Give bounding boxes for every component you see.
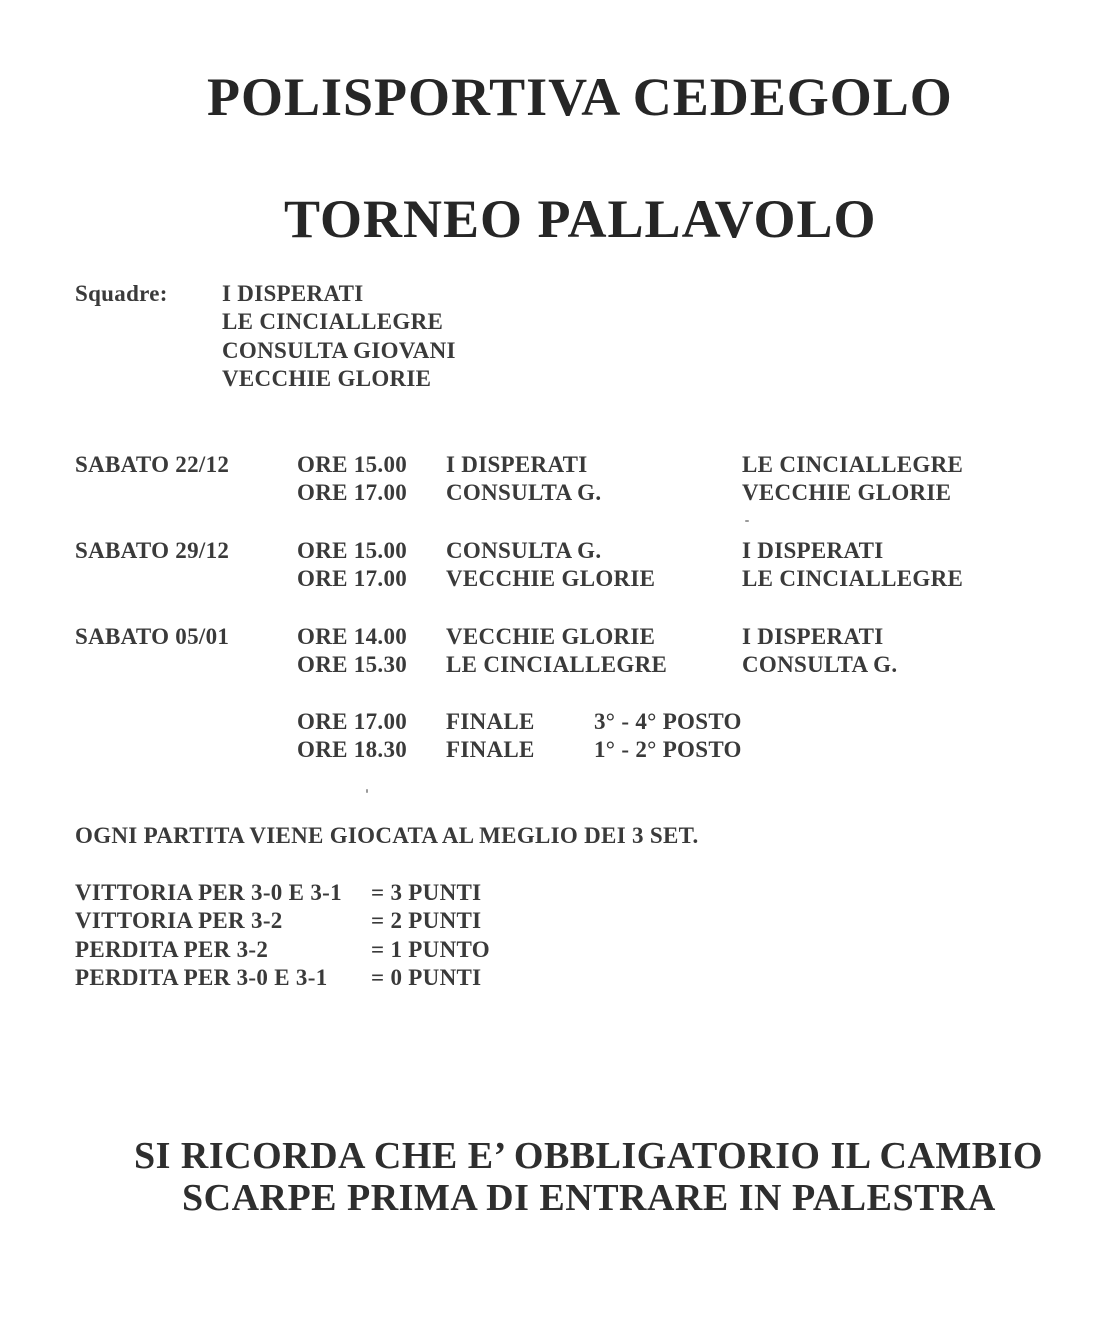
final-time: ORE 17.00	[297, 709, 408, 734]
final-place: 1° - 2° POSTO	[594, 737, 742, 762]
page-title: POLISPORTIVA CEDEGOLO	[207, 67, 953, 127]
team-item: CONSULTA GIOVANI	[222, 338, 456, 363]
points-result: VITTORIA PER 3-2	[75, 908, 283, 933]
teams-label: Squadre:	[75, 281, 168, 306]
match-home-team: LE CINCIALLEGRE	[446, 652, 668, 677]
match-home-team: VECCHIE GLORIE	[446, 566, 656, 591]
scan-speck	[745, 520, 749, 522]
footer-notice-line-1: SI RICORDA CHE E’ OBBLIGATORIO IL CAMBIO	[134, 1135, 1043, 1177]
match-home-team: VECCHIE GLORIE	[446, 624, 656, 649]
match-away-team: LE CINCIALLEGRE	[742, 566, 964, 591]
points-value: = 0 PUNTI	[371, 965, 482, 990]
match-time: ORE 15.30	[297, 652, 408, 677]
match-time: ORE 14.00	[297, 624, 408, 649]
final-place: 3° - 4° POSTO	[594, 709, 742, 734]
match-time: ORE 15.00	[297, 538, 408, 563]
page-subtitle: TORNEO PALLAVOLO	[284, 189, 877, 249]
points-result: VITTORIA PER 3-0 E 3-1	[75, 880, 342, 905]
points-value: = 1 PUNTO	[371, 937, 490, 962]
final-label: FINALE	[446, 709, 535, 734]
match-date: SABATO 05/01	[75, 624, 230, 649]
match-home-team: CONSULTA G.	[446, 480, 602, 505]
points-value: = 2 PUNTI	[371, 908, 482, 933]
match-time: ORE 17.00	[297, 480, 408, 505]
team-item: I DISPERATI	[222, 281, 364, 306]
match-time: ORE 15.00	[297, 452, 408, 477]
match-away-team: I DISPERATI	[742, 538, 884, 563]
match-date: SABATO 22/12	[75, 452, 230, 477]
scan-speck	[366, 789, 368, 793]
points-result: PERDITA PER 3-0 E 3-1	[75, 965, 328, 990]
match-away-team: LE CINCIALLEGRE	[742, 452, 964, 477]
match-away-team: VECCHIE GLORIE	[742, 480, 952, 505]
match-away-team: CONSULTA G.	[742, 652, 898, 677]
team-item: VECCHIE GLORIE	[222, 366, 432, 391]
points-result: PERDITA PER 3-2	[75, 937, 269, 962]
footer-notice-line-2: SCARPE PRIMA DI ENTRARE IN PALESTRA	[182, 1177, 996, 1219]
rules-note: OGNI PARTITA VIENE GIOCATA AL MEGLIO DEI 3 SET.	[75, 823, 699, 848]
match-home-team: I DISPERATI	[446, 452, 588, 477]
team-item: LE CINCIALLEGRE	[222, 309, 444, 334]
final-label: FINALE	[446, 737, 535, 762]
match-date: SABATO 29/12	[75, 538, 230, 563]
match-time: ORE 17.00	[297, 566, 408, 591]
final-time: ORE 18.30	[297, 737, 408, 762]
match-home-team: CONSULTA G.	[446, 538, 602, 563]
points-value: = 3 PUNTI	[371, 880, 482, 905]
match-away-team: I DISPERATI	[742, 624, 884, 649]
